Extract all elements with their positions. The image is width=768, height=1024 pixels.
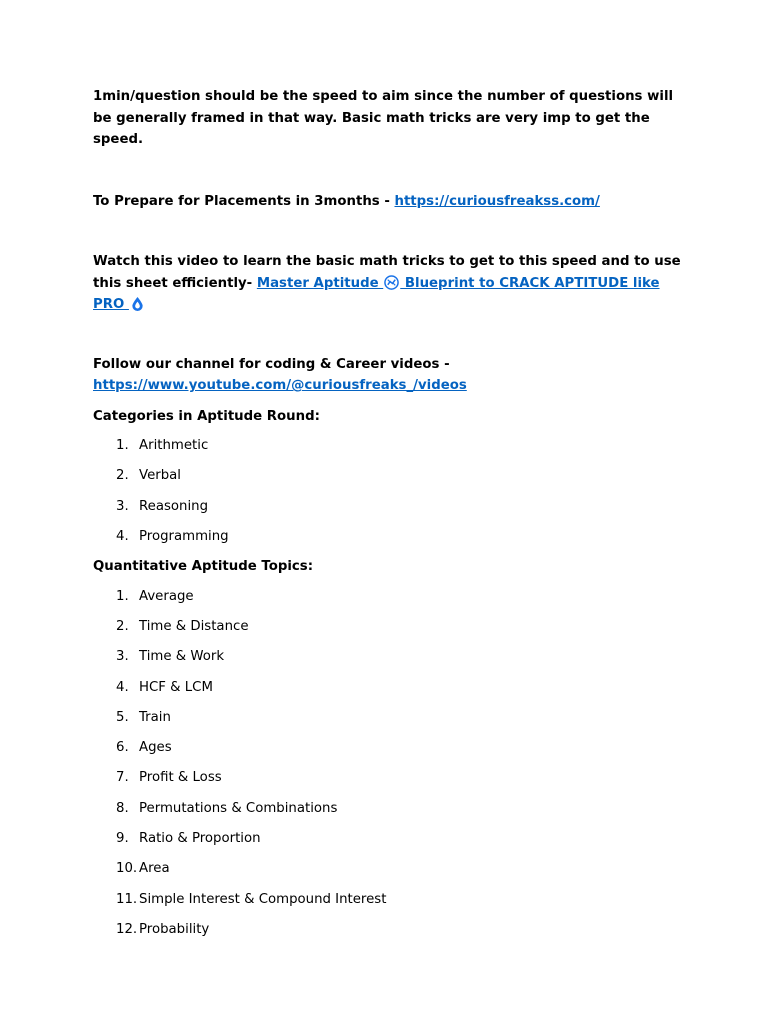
speed-text: 1min/question should be the speed to aim since the number of questions will be generally framed in that way. Basic math tricks are very imp to get the speed.: [93, 89, 674, 147]
channel-paragraph: [93, 354, 693, 397]
video-paragraph: [93, 251, 693, 316]
quant-heading: Quantitative Aptitude Topics:: [93, 559, 314, 575]
list-item: 2. Time & Distance: [116, 618, 249, 634]
list-item: 3. Time & Work: [116, 649, 225, 665]
list-item: 5. Train: [116, 709, 171, 725]
categories-heading: Categories in Aptitude Round:: [93, 408, 320, 424]
placements-paragraph: [93, 191, 693, 213]
list-item: 11. Simple Interest & Compound Interest: [116, 891, 387, 907]
document-page: [93, 86, 693, 949]
video-link-part1: Master Aptitude: [256, 275, 384, 291]
categories-list: [93, 435, 693, 556]
list-item: 2. Verbal: [116, 468, 181, 484]
list-item: 10. Area: [116, 861, 170, 877]
list-item: 1. Average: [116, 588, 194, 604]
placements-text: To Prepare for Placements in 3months -: [93, 193, 395, 209]
list-item: 6. Ages: [116, 740, 172, 756]
chart-emoji-icon: [384, 275, 399, 290]
list-item: 8. Permutations & Combinations: [116, 800, 338, 816]
list-item: 9. Ratio & Proportion: [116, 831, 261, 847]
list-item: 7. Profit & Loss: [116, 770, 222, 786]
video-link-part2: Blueprint to CRACK APTITUDE like PRO: [93, 275, 660, 312]
speed-paragraph: [93, 86, 693, 151]
list-item: 4. HCF & LCM: [116, 679, 213, 695]
placements-link[interactable]: https://curiousfreakss.com/: [394, 193, 600, 209]
channel-text: Follow our channel for coding & Career videos -: [93, 356, 450, 372]
drop-emoji-icon: [130, 296, 145, 311]
list-item: 4. Programming: [116, 528, 229, 544]
list-item: 1. Arithmetic: [116, 438, 209, 453]
channel-link[interactable]: https://www.youtube.com/@curiousfreaks_/videos: [93, 378, 467, 393]
quant-topics-list: [93, 586, 693, 950]
list-item: 3. Reasoning: [116, 498, 209, 514]
video-text: Watch this video to learn the basic math tricks to get to this speed and to use this sheet efficiently-: [93, 254, 681, 291]
list-item: 12. Probability: [116, 921, 210, 937]
